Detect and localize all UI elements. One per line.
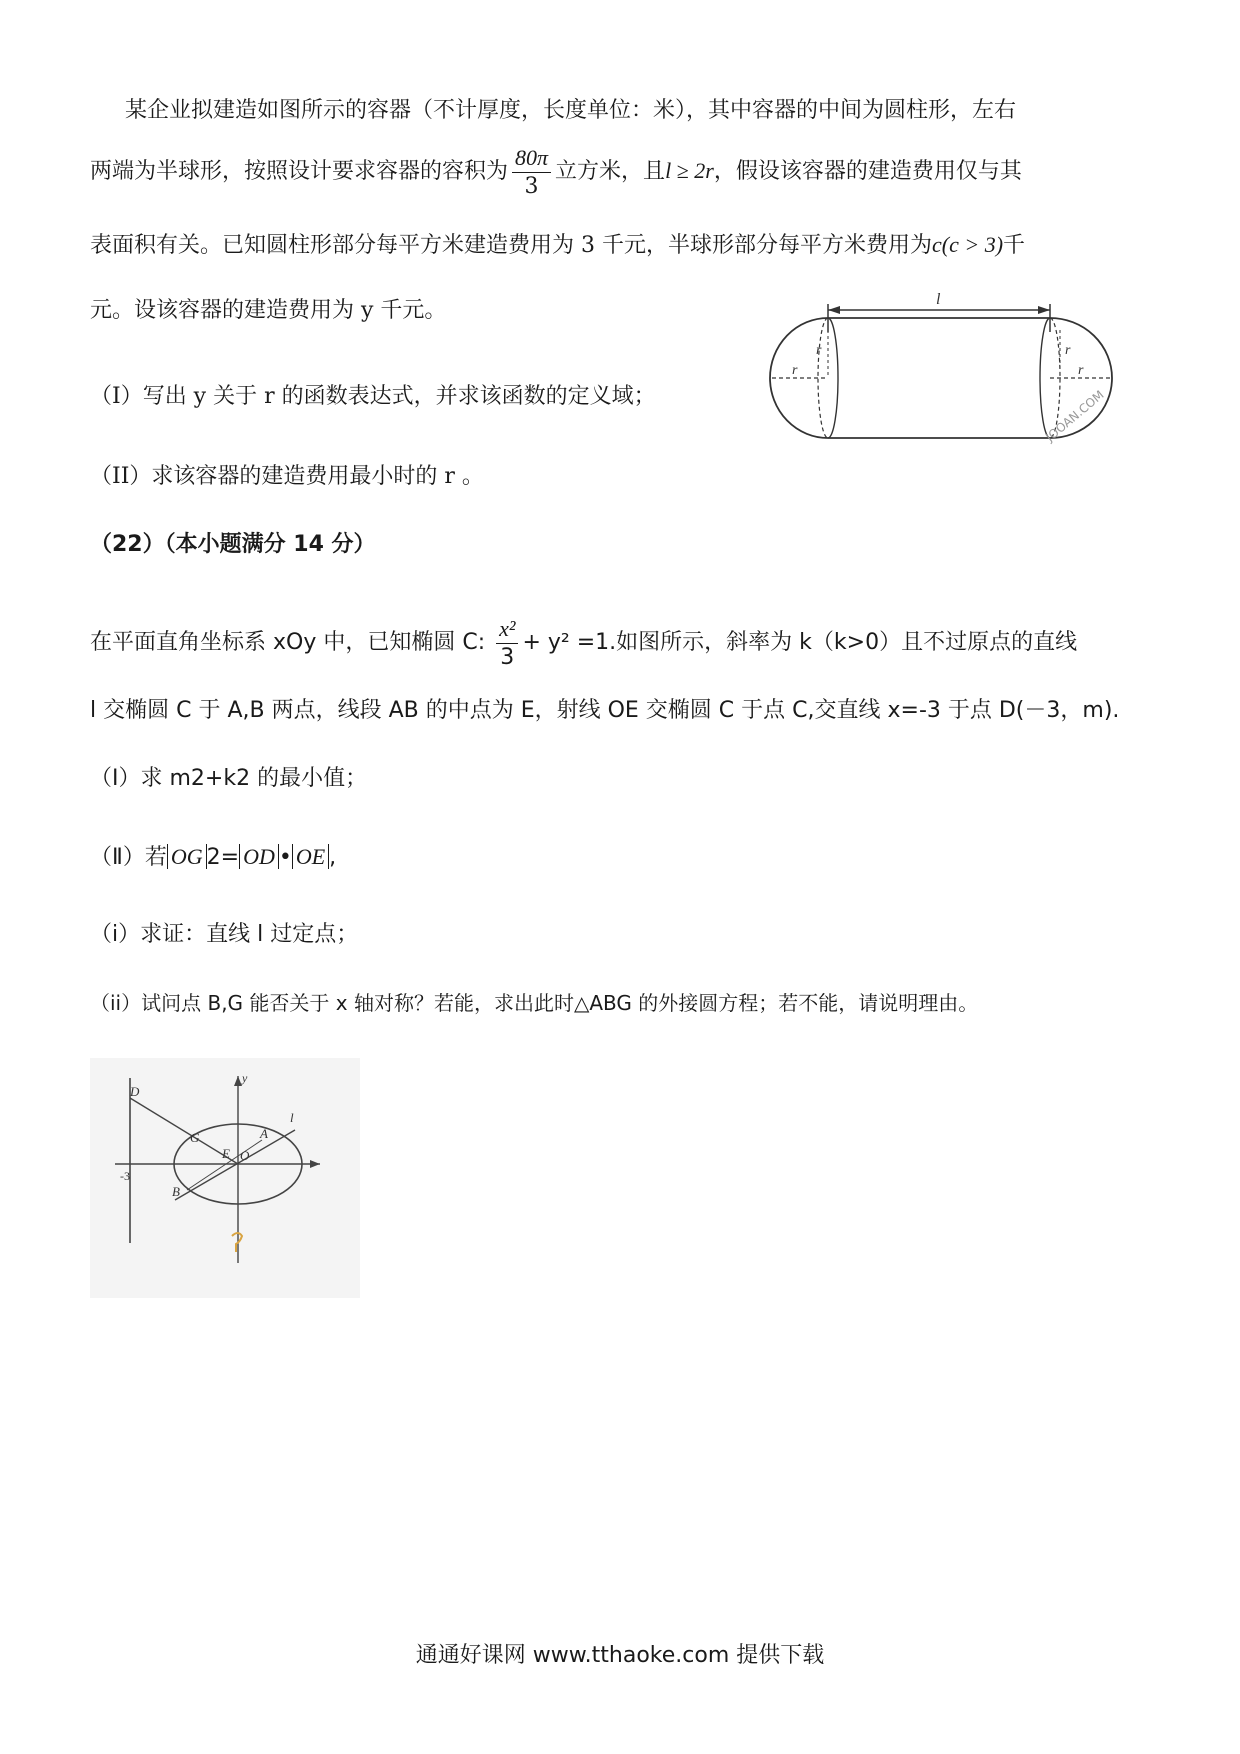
p22-part2-prefix: （Ⅱ）若 <box>90 845 167 870</box>
p21-intro-line4: 元。设该容器的建造费用为 y 千元。 <box>90 298 447 323</box>
ellipse-label-e: E <box>222 1146 230 1161</box>
ellipse-label-neg3: -3 <box>120 1169 130 1183</box>
p22-header: （22）（本小题满分 14 分） <box>90 532 376 557</box>
container-radius-right-vert-label: r <box>1065 343 1071 358</box>
page-footer: 通通好课网 www.tthaoke.com 提供下载 <box>415 1643 825 1668</box>
ellipse-figure <box>90 1058 360 1298</box>
p21-intro-line2-b: 立方米，且 <box>555 159 666 184</box>
p22-og-abs: OG <box>167 844 207 869</box>
container-length-label: l <box>936 291 941 308</box>
container-figure <box>760 290 1130 450</box>
p22-ellipse-fraction <box>496 615 518 672</box>
p22-ellipse-denominator: 3 <box>500 644 515 670</box>
container-radius-right-label: r <box>1078 363 1084 378</box>
ellipse-label-y: y <box>242 1071 248 1085</box>
p21-constraint: l ≥ 2r <box>665 158 714 183</box>
p22-intro-line1 <box>90 608 1077 678</box>
p22-part2-end: , <box>329 845 337 870</box>
container-radius-left-label: r <box>792 363 798 378</box>
p22-intro-line2: l 交椭圆 C 于 A,B 两点，线段 AB 的中点为 E，射线 OE 交椭圆 C 于点 C,交直线 x=-3 于点 D(－3，m). <box>90 698 1120 723</box>
p21-part2: （II）求该容器的建造费用最小时的 r 。 <box>90 464 484 489</box>
p21-intro-line2 <box>90 136 1022 206</box>
ellipse-label-g: G <box>190 1130 200 1145</box>
ellipse-label-d: D <box>130 1084 140 1099</box>
p21-intro-line3-a: 表面积有关。已知圆柱形部分每平方米建造费用为 3 千元，半球形部分每平方米费用为 <box>90 233 932 258</box>
p22-oe-abs: OE <box>292 844 329 869</box>
p22-ellipse-numerator: x² <box>496 615 518 644</box>
p22-part2-dot: • <box>278 845 292 870</box>
p22-sub-i: （i）求证：直线 l 过定点； <box>90 922 359 947</box>
p21-volume-numerator: 80π <box>512 144 551 173</box>
p22-od-abs: OD <box>239 844 279 869</box>
p21-intro-line1: 某企业拟建造如图所示的容器（不计厚度，长度单位：米），其中容器的中间为圆柱形，左右 <box>125 98 1017 123</box>
ellipse-label-b: B <box>172 1184 180 1199</box>
p22-part2-mid: 2= <box>206 845 240 870</box>
p22-part2 <box>90 842 336 873</box>
p22-sub-ii: （ii）试问点 B,G 能否关于 x 轴对称？若能，求出此时△ABG 的外接圆方程；若不能，请说明理由。 <box>90 991 979 1015</box>
p21-cost-expr: c(c > 3) <box>932 232 1004 257</box>
p22-intro-line1-b: + y² =1.如图所示，斜率为 k（k>0）且不过原点的直线 <box>522 630 1078 655</box>
container-diagram <box>760 290 1130 450</box>
p21-intro-line2-c: ，假设该容器的建造费用仅与其 <box>713 159 1022 184</box>
p21-intro-line2-a: 两端为半球形，按照设计要求容器的容积为 <box>90 159 509 184</box>
p21-volume-denominator: 3 <box>524 173 539 199</box>
ellipse-diagram <box>90 1058 360 1298</box>
p21-intro-line3-b: 千 <box>1003 233 1026 258</box>
p22-part1: （Ⅰ）求 m2+k2 的最小值； <box>90 766 368 791</box>
ellipse-label-l: l <box>290 1110 294 1125</box>
container-radius-left-vert-label: r <box>816 343 822 358</box>
ellipse-label-o: O <box>240 1148 250 1163</box>
ellipse-label-a: A <box>260 1126 268 1141</box>
container-watermark: JOOAN.COM <box>1042 387 1107 445</box>
p21-volume-fraction <box>512 144 551 201</box>
p21-intro-line3 <box>90 230 1025 261</box>
p22-intro-line1-a: 在平面直角坐标系 xOy 中，已知椭圆 C: <box>90 630 493 655</box>
p21-part1: （I）写出 y 关于 r 的函数表达式，并求该函数的定义域； <box>90 384 656 409</box>
